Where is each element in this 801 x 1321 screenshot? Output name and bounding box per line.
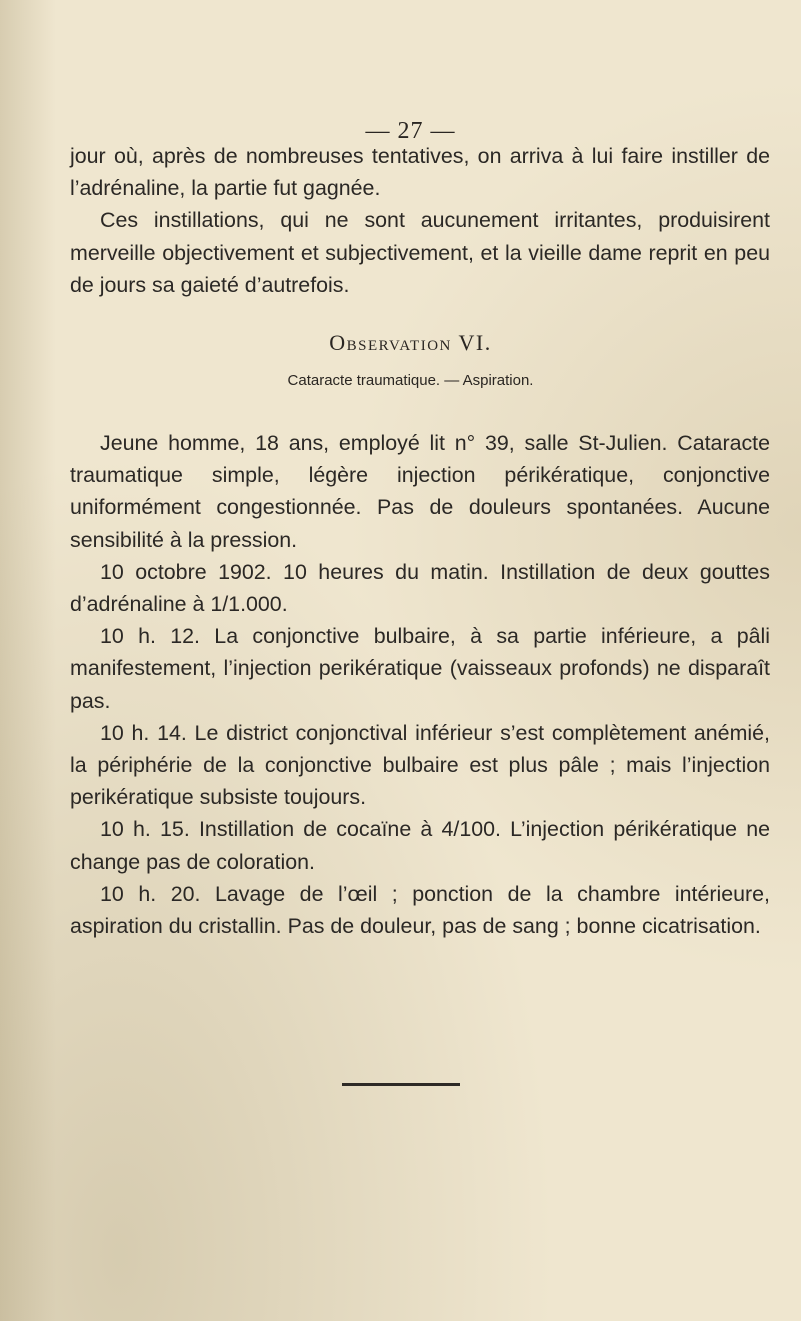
paragraph: 10 h. 12. La conjonctive bulbaire, à sa partie inférieure, a pâli manifestement, l’injection perikératique (vaisseaux profonds) ne disparaît pas. (70, 624, 770, 713)
observation-title: Observation VI. (329, 330, 492, 355)
observation-subtitle: Cataracte traumatique. — Aspiration. (287, 372, 534, 389)
paragraph: Ces instillations, qui ne sont aucunement irritantes, produisirent merveille objectivement et subjectivement, et la vieille dame reprit en peu de jours sa gaieté d’autrefois. (70, 208, 770, 297)
page-number: — 27 — (365, 118, 456, 144)
end-rule (342, 1083, 460, 1086)
paragraph: jour où, après de nombreuses tentatives, on arriva à lui faire instiller de l’adrénaline, la partie fut gagnée. (70, 144, 770, 201)
intro-text (70, 140, 770, 301)
paragraph: 10 h. 15. Instillation de cocaïne à 4/100. L’injection périkératique ne change pas de coloration. (70, 817, 770, 874)
paragraph: Jeune homme, 18 ans, employé lit n° 39, salle St-Julien. Cataracte traumatique simple, légère injection périkératique, conjonctive uniformément congestionnée. Pas de douleurs spontanées. Aucune sensibilité à la pression. (70, 431, 770, 552)
paragraph: 10 octobre 1902. 10 heures du matin. Instillation de deux gouttes d’adrénaline à 1/1.000. (70, 559, 770, 617)
paragraph: 10 h. 14. Le district conjonctival inférieur s’est complètement anémié, la périphérie de la conjonctive bulbaire est plus pâle ; mais l’injection perikératique subsiste toujours. (70, 720, 770, 810)
observation-body (70, 427, 770, 942)
paragraph: 10 h. 20. Lavage de l’œil ; ponction de la chambre intérieure, aspiration du cristallin. Pas de douleur, pas de sang ; bonne cicatrisation. (70, 881, 770, 939)
